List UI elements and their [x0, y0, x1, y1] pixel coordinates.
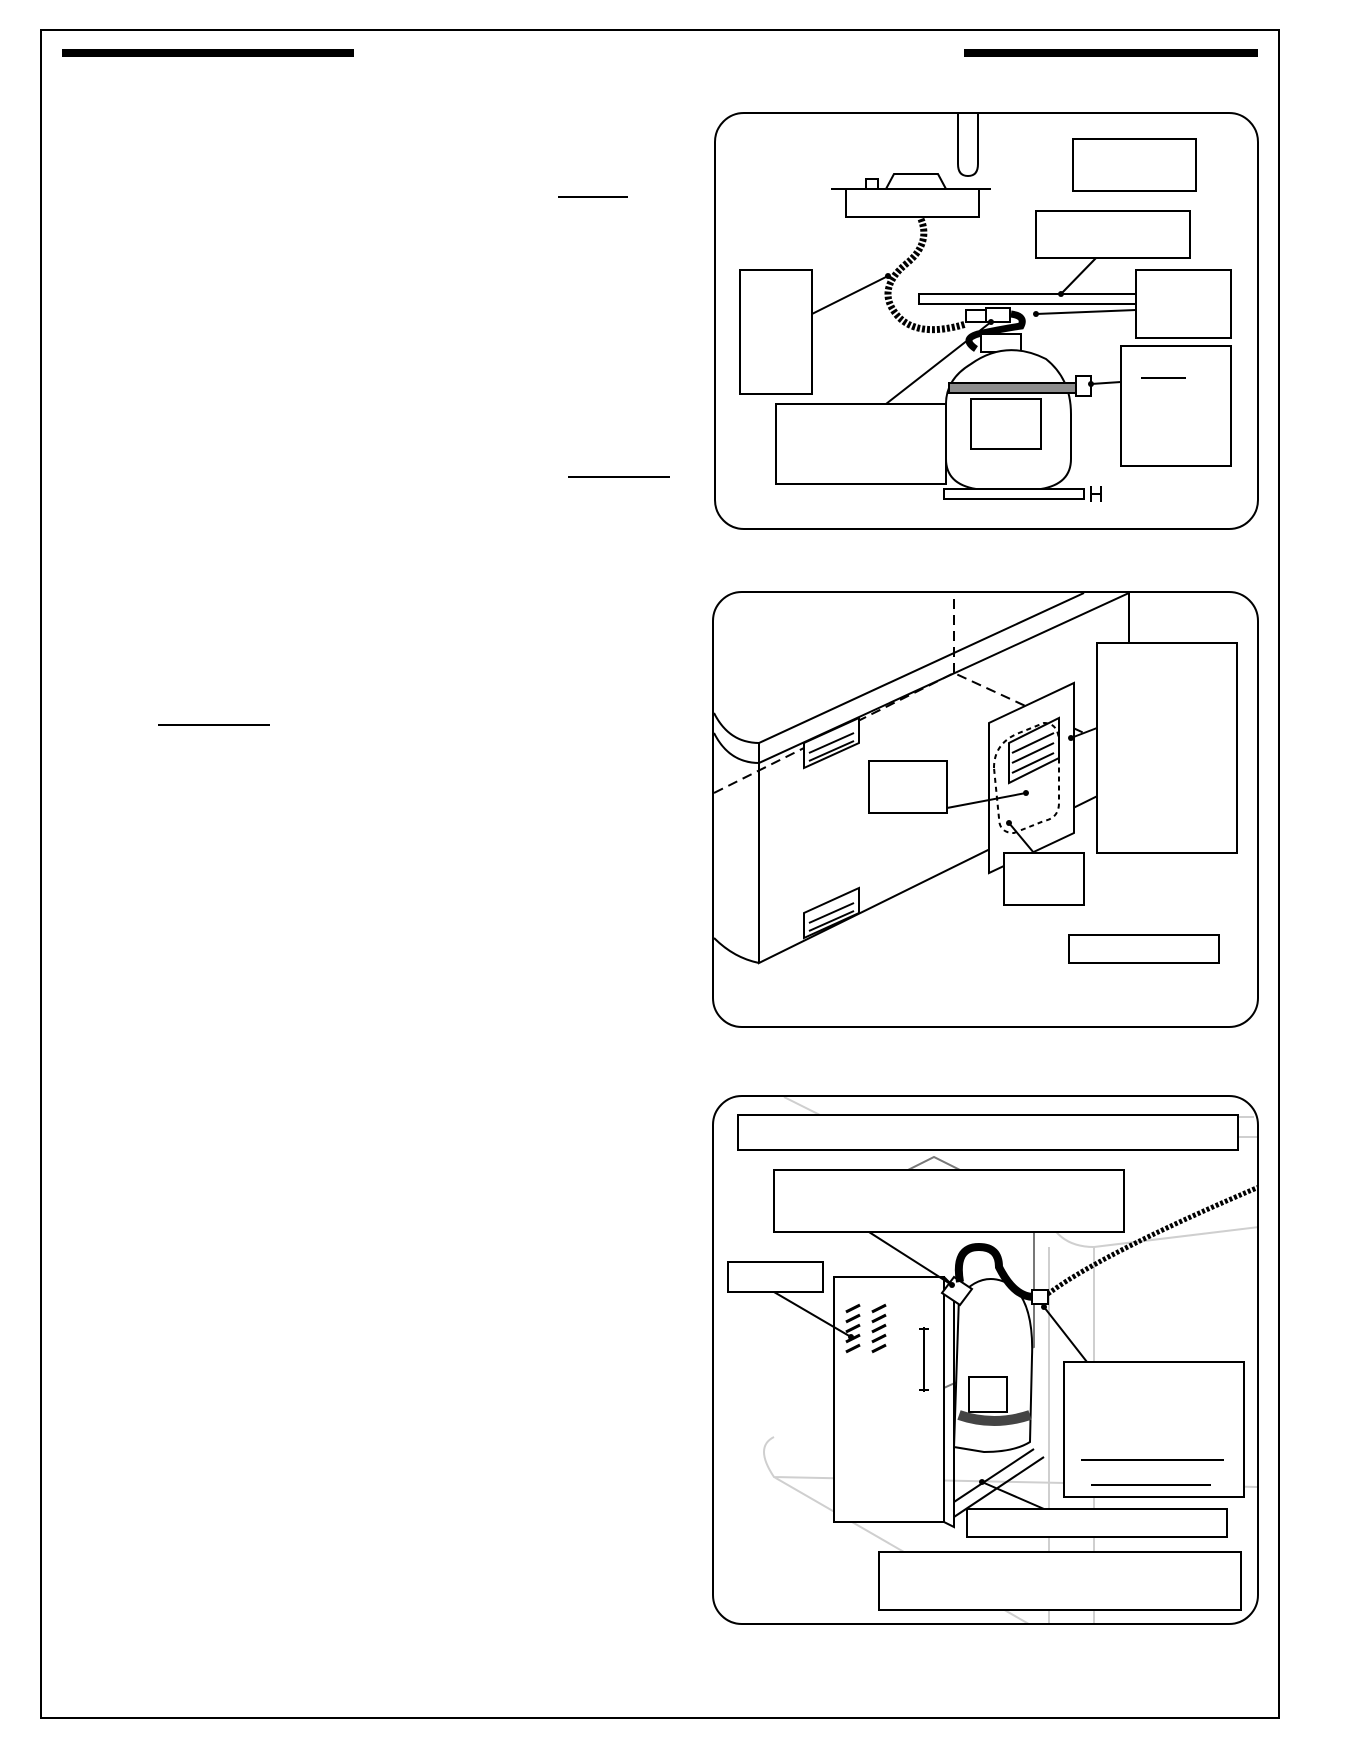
section-header-bar-left [62, 49, 354, 57]
callout-box-regulator [1064, 1362, 1244, 1497]
enclosure-access-panel-diagram [712, 591, 1259, 1028]
callout-box-door [728, 1262, 823, 1292]
footer-mark [1270, 1752, 1310, 1758]
leader-regulator [1044, 1307, 1087, 1362]
text-underline-3 [158, 724, 270, 726]
burner-handle [886, 174, 946, 189]
tank-drawer-drawing [714, 1097, 1259, 1625]
callout-box-top-right [1073, 139, 1196, 191]
callout-box-hose [740, 270, 812, 394]
tank-label [969, 1377, 1007, 1412]
callout-box-fitting [776, 404, 946, 484]
tank-strap [949, 383, 1079, 393]
callout-box-door [1097, 643, 1237, 853]
callout-box-tank [869, 761, 947, 813]
callout-box-shelf [1036, 211, 1190, 258]
drawer-door-side [944, 1277, 954, 1527]
hose-fitting [966, 310, 986, 322]
callout-box-note [879, 1552, 1241, 1610]
callout-box-heading [738, 1115, 1238, 1150]
tank-base [944, 489, 1084, 499]
leader-strap [1091, 382, 1121, 384]
callout-box-slide [967, 1509, 1227, 1537]
callout-box-strap [1121, 346, 1231, 466]
access-door [989, 683, 1074, 873]
text-underline-1 [558, 196, 628, 198]
propane-tank [954, 1279, 1032, 1452]
island-corner [714, 938, 759, 963]
tank-label [971, 399, 1041, 449]
valve-knob [866, 179, 878, 189]
mounting-shelf [919, 294, 1139, 304]
strap-bracket [1076, 376, 1091, 396]
leader-slide [982, 1482, 1044, 1509]
regulator-fitting [1032, 1290, 1048, 1304]
base-dimension-mark [1091, 486, 1101, 502]
tank-connection-drawing [716, 114, 1259, 530]
leader-regulator [1036, 310, 1136, 314]
leader-shelf [1061, 258, 1096, 294]
callout-box-valve [774, 1170, 1124, 1232]
leader-hose [812, 276, 888, 314]
callout-box-caption [1069, 935, 1219, 963]
tank-drawer-installation-diagram [712, 1095, 1259, 1625]
callout-box-regulator [1136, 270, 1231, 338]
enclosure-drawing [714, 593, 1259, 1028]
tank-connection-diagram [714, 112, 1259, 530]
gas-pipe [958, 114, 978, 176]
section-header-bar-right [964, 49, 1258, 57]
burner-housing [846, 189, 979, 217]
flexible-gas-hose [888, 219, 966, 330]
callout-box-panel [1004, 853, 1084, 905]
drawer-door [834, 1277, 944, 1522]
text-underline-2 [568, 476, 670, 478]
